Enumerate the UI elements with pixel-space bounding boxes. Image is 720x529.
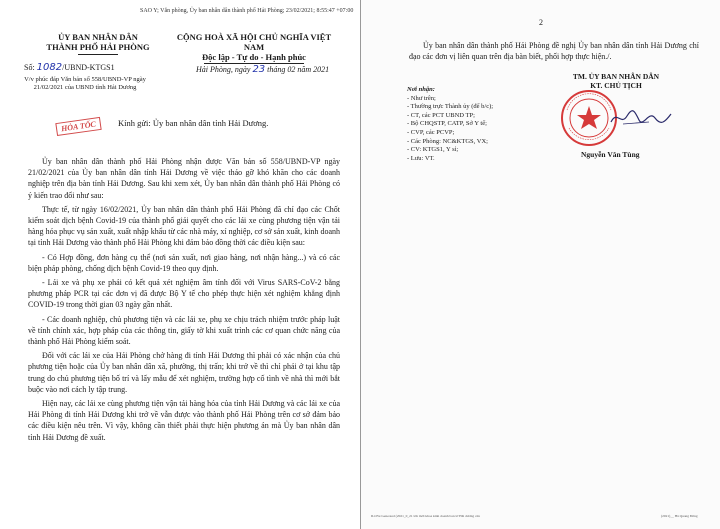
body-paragraph: - Lái xe và phụ xe phải có kết quả xét nghiệm âm tính đối với Virus SARS-CoV-2 bằng phương pháp PCR tại các đơn vị đã được Bộ Y tế cho phép thực hiện xét nghiệm khẳng định COVID-19 trong thời gian 03 ngày gần nhất.	[28, 278, 340, 310]
body-paragraph: Đối với các lái xe của Hải Phòng chở hàng đi tỉnh Hải Dương thì phải có xác nhận của chủ phương tiện hoặc của Ủy ban nhân dân xã, phường, thị trấn; khi trở về thì chỉ phải ở tại khu tập trung do chủ phương tiện bố trí và lấy mẫu để xét nghiệm, trường hợp cố tình về nhà thì mới bắt buộc vào nơi cách ly tập trung.	[28, 351, 340, 394]
urgent-stamp: HỎA TỐC	[55, 117, 101, 136]
issuing-organization	[38, 32, 158, 55]
date-day-handwritten: 23	[252, 64, 266, 75]
body-paragraph: Thực tế, từ ngày 16/02/2021, Ủy ban nhân dân thành phố Hải Phòng đã chỉ đạo các Chốt kiểm soát dịch bệnh Covid-19 của thành phố giải quyết cho các lái xe cùng phương tiện vận tải hàng hóa phục vụ sản xuất, xuất nhập khẩu từ các nhà máy, xí nghiệp, cơ sở sản xuất, kinh doanh tại tỉnh Hải Dương vào thành phố Hải Phòng khi đảm bảo đồng thời các điều kiện sau:	[28, 204, 340, 248]
date-prefix: Hải Phòng, ngày	[196, 65, 251, 74]
signer-name: Nguyễn Văn Tùng	[581, 150, 640, 159]
signer-title-1: TM. ỦY BAN NHÂN DÂN	[572, 72, 660, 81]
doc-number-suffix: /UBND-KTGS1	[62, 63, 115, 72]
recipients-block	[407, 86, 493, 163]
nation-line-1: CỘNG HOÀ XÃ HỘI CHỦ NGHĨA VIỆT NAM	[176, 32, 332, 52]
document-body	[28, 156, 340, 446]
org-line-1: ỦY BAN NHÂN DÂN	[58, 32, 138, 42]
org-line-2: THÀNH PHỐ HẢI PHÒNG	[46, 42, 150, 52]
body-paragraph: Ủy ban nhân dân thành phố Hải Phòng nhận được Văn bản số 558/UBND-VP ngày 21/02/2021 của Ủy ban nhân dân tỉnh Hải Dương về việc tháo gỡ khó khăn cho các doanh nghiệp trên địa bàn tỉnh Hải Dương. Sau khi xem xét, Ủy ban nhân dân thành phố Hải Phòng có ý kiến trao đổi như sau:	[28, 157, 340, 200]
digital-signature-stamp: SAO Y; Văn phòng, Ủy ban nhân dân thành phố Hải Phòng; 23/02/2021; 8:55:47 +07:00	[140, 8, 354, 14]
body-paragraph: - Các doanh nghiệp, chủ phương tiện và các lái xe, phụ xe chịu trách nhiệm trước pháp luật về tính chính xác, hợp pháp của các thông tin, giấy tờ khi xuất trình các cơ quan chức năng của thành phố Hải Phòng kiểm soát.	[28, 314, 340, 347]
nation-motto: Độc lập - Tự do - Hạnh phúc	[202, 52, 306, 62]
document-number	[24, 62, 115, 73]
recipient-item: - CT, các PCT UBND TP;	[407, 111, 475, 119]
document-subject: V/v phúc đáp Văn bản số 558/UBND-VP ngày 21/02/2021 của UBND tỉnh Hải Dương	[24, 76, 146, 91]
recipients-title: Nơi nhận:	[407, 86, 435, 93]
addressee: Kính gửi: Ủy ban nhân dân tỉnh Hải Dương.	[118, 118, 269, 128]
recipient-item: - Bộ CHQSTP, CATP, Sở Y tế;	[407, 120, 487, 128]
page-2	[361, 0, 720, 529]
body-paragraph: Hiện nay, các lái xe cùng phương tiện vận tải hàng hóa của tỉnh Hải Dương và các lái xe của Hải Phòng đi tỉnh Hải Dương khi trở về vẫn được vào thành phố Hải Phòng trên cơ sở đảm bảo các điều kiện nêu trên. Vì vậy, không cần thiết phải thực hiện phương án mà Ủy ban nhân dân tỉnh Hải Dương đề xuất.	[28, 399, 340, 442]
recipient-item: - Như trên;	[407, 94, 436, 102]
recipient-item: - CVP, các PCVP;	[407, 128, 455, 136]
page-number: 2	[539, 18, 543, 27]
national-header	[166, 32, 342, 64]
recipient-item: - Các Phòng: NC&KTGS, VX;	[407, 137, 488, 145]
org-underline	[78, 54, 118, 55]
handwritten-signature-icon	[609, 108, 673, 128]
doc-number-prefix: Số:	[24, 63, 35, 72]
footer-right: (2021)__ Hà Quang Đông	[661, 514, 698, 518]
footer-left: ILOVe Geneoted (2021_0_21 lớn mới khoa kinh doanh ban lớ Hải dương cán	[371, 514, 480, 518]
date-line	[196, 64, 329, 75]
doc-number-handwritten: 1082	[36, 62, 63, 73]
recipient-item: - Thường trực Thành ủy (để b/c);	[407, 103, 494, 111]
body-paragraph: - Có Hợp đồng, đơn hàng cụ thể (nơi sản xuất, nơi giao hàng, nơi nhận hàng...) và có các biện pháp phòng, chống dịch bệnh Covid-19 theo quy định.	[28, 252, 340, 273]
recipient-item: - CV: KTGS1, Y sỉ;	[407, 146, 459, 154]
signer-title-2: KT. CHỦ TỊCH	[590, 81, 642, 90]
date-rest: tháng 02 năm 2021	[267, 65, 330, 74]
recipient-item: - Lưu: VT.	[407, 154, 435, 162]
closing-paragraph: Ủy ban nhân dân thành phố Hải Phòng đề nghị Ủy ban nhân dân tỉnh Hải Dương chỉ đạo các đơn vị liên quan trên địa bàn biết, phối hợp thực hiện./.	[409, 41, 699, 61]
